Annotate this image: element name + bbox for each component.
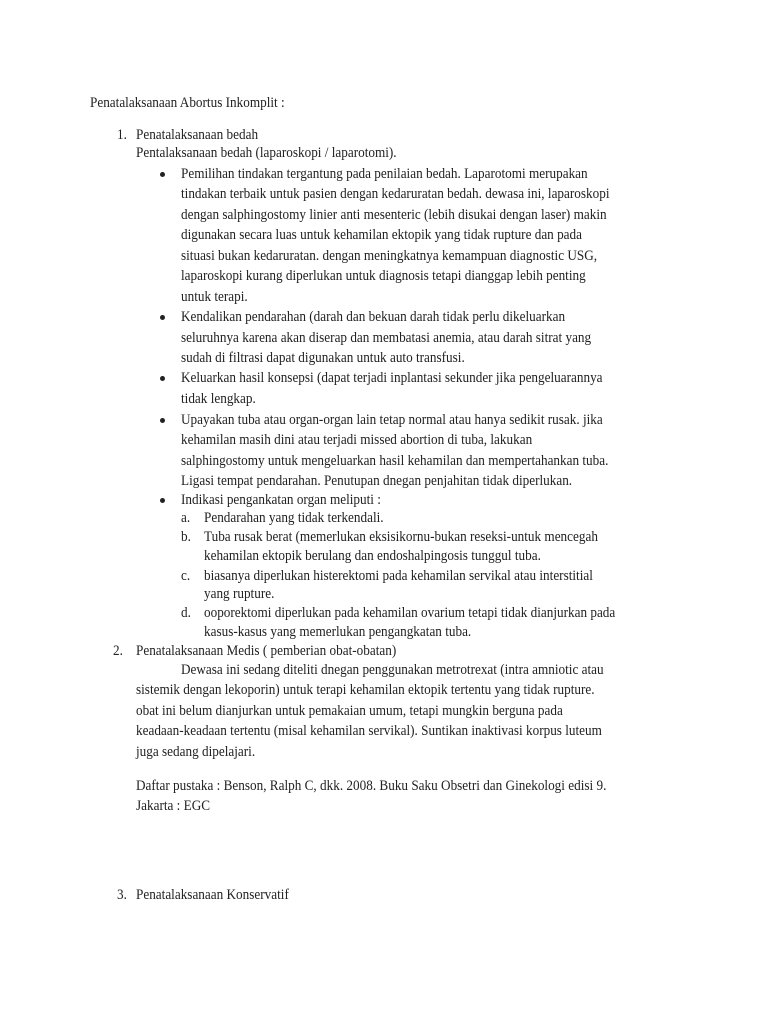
bullet-text-line: dengan salphingostomy linier anti mesenteric (lebih disukai dengan laser) makin bbox=[181, 207, 607, 223]
bullet-icon bbox=[160, 376, 165, 381]
sublist-text-line: Pendarahan yang tidak terkendali. bbox=[204, 510, 384, 526]
section-subheading: Pentalaksanaan bedah (laparoskopi / laparotomi). bbox=[136, 145, 397, 161]
sublist-text-line: kehamilan ektopik berulang dan endoshalpingosis tunggul tuba. bbox=[204, 548, 541, 564]
list-number: 2. bbox=[113, 643, 123, 659]
bullet-text-line: Upayakan tuba atau organ-organ lain tetap normal atau hanya sedikit rusak. jika bbox=[181, 412, 603, 428]
sublist-text-line: Tuba rusak berat (memerlukan eksisikornu-bukan reseksi-untuk mencegah bbox=[204, 529, 598, 545]
paragraph-line: sistemik dengan lekoporin) untuk terapi kehamilan ektopik tertentu yang tidak rupture. bbox=[136, 682, 595, 698]
sublist-text-line: kasus-kasus yang memerlukan pengangkatan tuba. bbox=[204, 624, 472, 640]
list-number: 1. bbox=[117, 127, 127, 143]
bullet-text-line: Keluarkan hasil konsepsi (dapat terjadi inplantasi sekunder jika pengeluarannya bbox=[181, 370, 603, 386]
sublist-marker: a. bbox=[181, 510, 191, 526]
reference-line: Jakarta : EGC bbox=[136, 798, 211, 814]
sublist-marker: b. bbox=[181, 529, 191, 545]
bullet-text-line: situasi bukan kedaruratan. dengan meningkatnya kemampuan diagnostic USG, bbox=[181, 248, 598, 264]
bullet-text-line: Kendalikan pendarahan (darah dan bekuan darah tidak perlu dikeluarkan bbox=[181, 309, 566, 325]
sublist-marker: c. bbox=[181, 568, 191, 584]
sublist-text-line: yang rupture. bbox=[204, 586, 275, 602]
section-heading: Penatalaksanaan Konservatif bbox=[136, 887, 289, 903]
bullet-text-line: salphingostomy untuk mengeluarkan hasil kehamilan dan mempertahankan tuba. bbox=[181, 453, 609, 469]
bullet-text-line: sudah di filtrasi dapat digunakan untuk auto transfusi. bbox=[181, 350, 465, 366]
bullet-text-line: untuk terapi. bbox=[181, 289, 248, 305]
bullet-text-line: kehamilan masih dini atau terjadi missed abortion di tuba, lakukan bbox=[181, 432, 533, 448]
bullet-text-line: seluruhnya karena akan diserap dan membatasi anemia, atau darah sitrat yang bbox=[181, 330, 592, 346]
bullet-text-line: tidak lengkap. bbox=[181, 391, 256, 407]
bullet-text-line: laparoskopi kurang diperlukan untuk diagnosis tetapi dianggap lebih penting bbox=[181, 268, 586, 284]
section-heading: Penatalaksanaan bedah bbox=[136, 127, 259, 143]
bullet-text-line: digunakan secara luas untuk kehamilan ektopik yang tidak rupture dan pada bbox=[181, 227, 583, 243]
paragraph-line: Dewasa ini sedang diteliti dnegan penggunakan metrotrexat (intra amniotic atau bbox=[181, 662, 604, 678]
sublist-text-line: ooporektomi diperlukan pada kehamilan ovarium tetapi tidak dianjurkan pada bbox=[204, 605, 616, 621]
paragraph-line: keadaan-keadaan tertentu (misal kehamilan servikal). Suntikan inaktivasi korpus luteum bbox=[136, 723, 602, 739]
bullet-icon bbox=[160, 172, 165, 177]
reference-line: Daftar pustaka : Benson, Ralph C, dkk. 2008. Buku Saku Obsetri dan Ginekologi edisi 9. bbox=[136, 778, 607, 794]
document-title: Penatalaksanaan Abortus Inkomplit : bbox=[90, 95, 285, 111]
bullet-icon bbox=[160, 315, 165, 320]
bullet-text-line: Indikasi pengankatan organ meliputi : bbox=[181, 492, 381, 508]
paragraph-line: obat ini belum dianjurkan untuk pemakaian umum, tetapi mungkin berguna pada bbox=[136, 703, 563, 719]
bullet-text-line: Ligasi tempat pendarahan. Penutupan dnegan penjahitan tidak diperlukan. bbox=[181, 473, 573, 489]
paragraph-line: juga sedang dipelajari. bbox=[136, 744, 256, 760]
bullet-icon bbox=[160, 418, 165, 423]
section-heading: Penatalaksanaan Medis ( pemberian obat-obatan) bbox=[136, 643, 397, 659]
bullet-text-line: tindakan terbaik untuk pasien dengan kedaruratan bedah. dewasa ini, laparoskopi bbox=[181, 186, 610, 202]
sublist-text-line: biasanya diperlukan histerektomi pada kehamilan servikal atau interstitial bbox=[204, 568, 593, 584]
list-number: 3. bbox=[117, 887, 127, 903]
sublist-marker: d. bbox=[181, 605, 191, 621]
bullet-icon bbox=[160, 498, 165, 503]
bullet-text-line: Pemilihan tindakan tergantung pada penilaian bedah. Laparotomi merupakan bbox=[181, 166, 588, 182]
